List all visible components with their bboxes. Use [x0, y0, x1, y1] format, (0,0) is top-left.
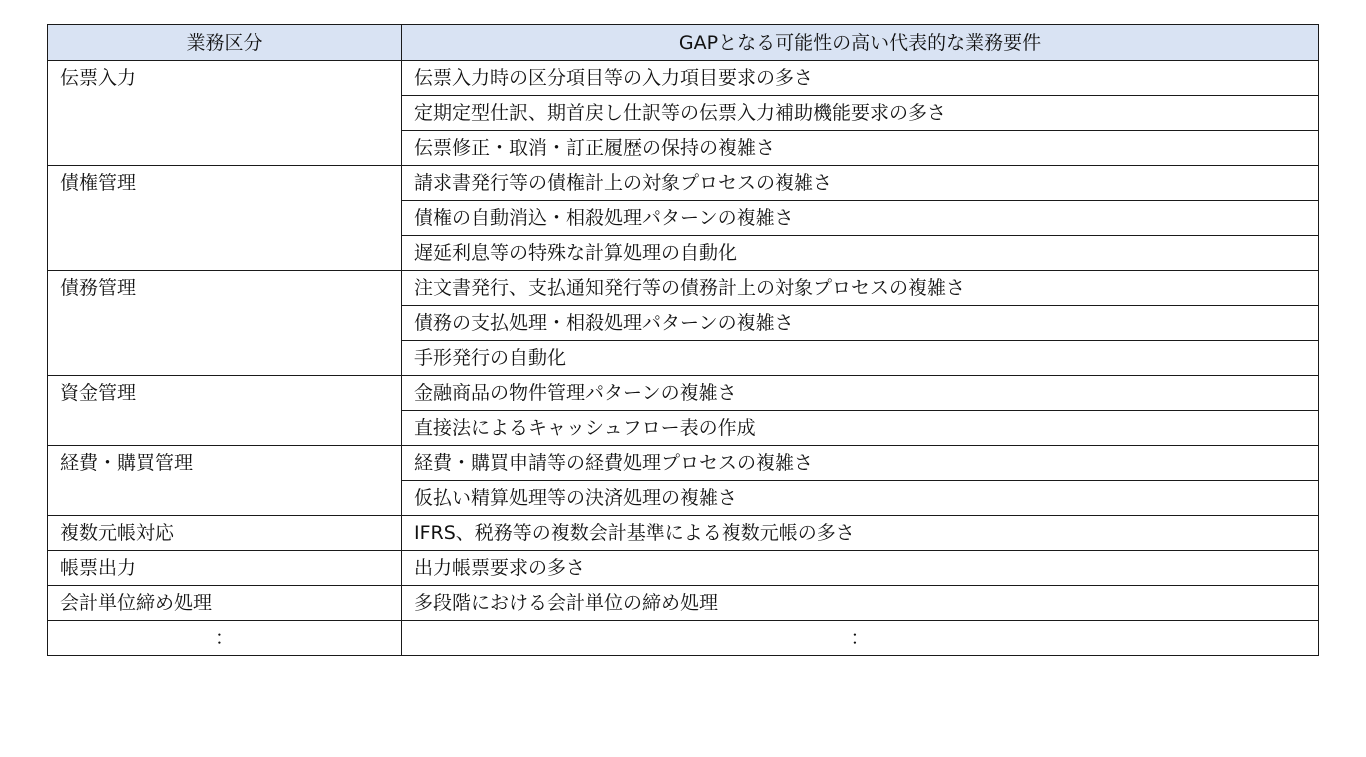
category-cell: 経費・購買管理 [48, 446, 402, 516]
category-cell: 会計単位締め処理 [48, 586, 402, 621]
requirement-cell: 経費・購買申請等の経費処理プロセスの複雑さ [402, 446, 1319, 481]
ellipsis-requirement-cell: ： [402, 621, 1319, 656]
requirement-cell: IFRS、税務等の複数会計基準による複数元帳の多さ [402, 516, 1319, 551]
ellipsis-category-cell: ： [48, 621, 402, 656]
category-cell: 資金管理 [48, 376, 402, 446]
requirement-cell: 伝票入力時の区分項目等の入力項目要求の多さ [402, 61, 1319, 96]
requirement-cell: 定期定型仕訳、期首戻し仕訳等の伝票入力補助機能要求の多さ [402, 96, 1319, 131]
category-cell: 帳票出力 [48, 551, 402, 586]
table-row [48, 166, 1319, 201]
requirement-cell: 金融商品の物件管理パターンの複雑さ [402, 376, 1319, 411]
requirement-cell: 債権の自動消込・相殺処理パターンの複雑さ [402, 201, 1319, 236]
category-cell: 伝票入力 [48, 61, 402, 166]
requirement-cell: 手形発行の自動化 [402, 341, 1319, 376]
requirement-cell: 直接法によるキャッシュフロー表の作成 [402, 411, 1319, 446]
table-row [48, 551, 1319, 586]
header-gap-requirements: GAPとなる可能性の高い代表的な業務要件 [402, 25, 1319, 61]
table-row [48, 516, 1319, 551]
requirement-cell: 遅延利息等の特殊な計算処理の自動化 [402, 236, 1319, 271]
table-row [48, 376, 1319, 411]
table-row [48, 446, 1319, 481]
category-cell: 債権管理 [48, 166, 402, 271]
requirement-cell: 請求書発行等の債権計上の対象プロセスの複雑さ [402, 166, 1319, 201]
header-business-category: 業務区分 [48, 25, 402, 61]
category-cell: 複数元帳対応 [48, 516, 402, 551]
header-row [48, 25, 1319, 61]
table-row [48, 271, 1319, 306]
ellipsis-row [48, 621, 1319, 656]
category-cell: 債務管理 [48, 271, 402, 376]
requirement-cell: 債務の支払処理・相殺処理パターンの複雑さ [402, 306, 1319, 341]
requirement-cell: 伝票修正・取消・訂正履歴の保持の複雑さ [402, 131, 1319, 166]
gap-requirements-table [47, 24, 1319, 656]
table-row [48, 61, 1319, 96]
requirement-cell: 多段階における会計単位の締め処理 [402, 586, 1319, 621]
requirement-cell: 出力帳票要求の多さ [402, 551, 1319, 586]
requirement-cell: 仮払い精算処理等の決済処理の複雑さ [402, 481, 1319, 516]
requirement-cell: 注文書発行、支払通知発行等の債務計上の対象プロセスの複雑さ [402, 271, 1319, 306]
table-row [48, 586, 1319, 621]
